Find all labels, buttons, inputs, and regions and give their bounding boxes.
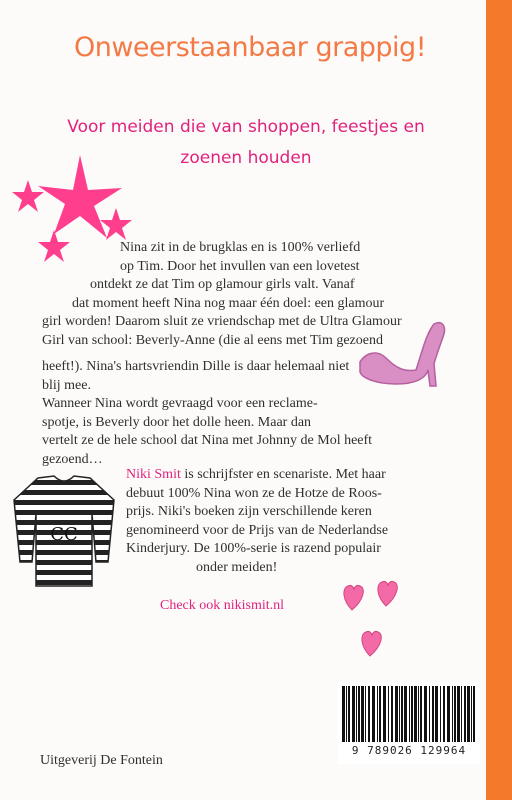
publisher-name: Uitgeverij De Fontein [40, 753, 163, 768]
blurb-line: ontdekt ze dat Tim op glamour girls valt. Vanaf [90, 277, 355, 293]
hearts-icon [338, 576, 408, 660]
blurb-line: Girl van school: Beverly-Anne (die al eens met Tim gezoend [42, 332, 383, 348]
svg-text:CC: CC [50, 524, 78, 545]
blurb-line: Nina zit in de brugklas en is 100% verliefd [120, 240, 361, 255]
bio-line: Niki Smit is schrijfster en scenariste. Met haar [126, 467, 386, 482]
cover-tagline: Onweerstaanbaar grappig! [73, 32, 427, 63]
bio-line: debuut 100% Nina won ze de Hotze de Roos- [126, 485, 382, 501]
subtitle-line: zoenen houden [180, 148, 312, 168]
blurb-line: gezoend… [42, 451, 103, 467]
website-link[interactable]: Check ook nikismit.nl [160, 598, 285, 613]
subtitle-line: Voor meiden die van shoppen, feestjes en [67, 117, 425, 137]
blurb-line: blij mee. [42, 377, 91, 393]
blurb-line: spotje, is Beverly door het dolle heen. Maar dan [42, 414, 312, 430]
bio-line: Kinderjury. De 100%-serie is razend populair [126, 541, 381, 557]
blurb-line: dat moment heeft Nina nog maar één doel: een glamour [72, 295, 385, 311]
isbn-number: 9 789026 129964 [351, 744, 467, 757]
blurb-line: girl worden! Daarom sluit ze vriendschap met de Ultra Glamour [42, 314, 402, 330]
blurb-paragraph [42, 239, 452, 351]
blurb-line: heeft!). Nina's hartsvriendin Dille is daar helemaal niet [42, 359, 350, 374]
author-name: Niki Smit [126, 467, 181, 482]
isbn-barcode [338, 682, 480, 764]
blurb-line: op Tim. Door het invullen van een lovetest [120, 258, 360, 274]
blurb-paragraph [42, 358, 373, 470]
blurb-line: Wanneer Nina wordt gevraagd voor een reclame- [42, 396, 318, 412]
blurb-line: vertelt ze de hele school dat Nina met Johnny de Mol heeft [42, 433, 373, 449]
barcode-bars-icon [342, 686, 476, 742]
bio-line: onder meiden! [196, 559, 278, 575]
author-bio [126, 466, 456, 578]
bio-line: prijs. Niki's boeken zijn verschillende keren [126, 504, 372, 520]
cover-spine-edge [486, 0, 512, 800]
striped-sweater-icon [8, 470, 120, 590]
bio-line: genomineerd voor de Prijs van de Nederlandse [126, 522, 389, 538]
